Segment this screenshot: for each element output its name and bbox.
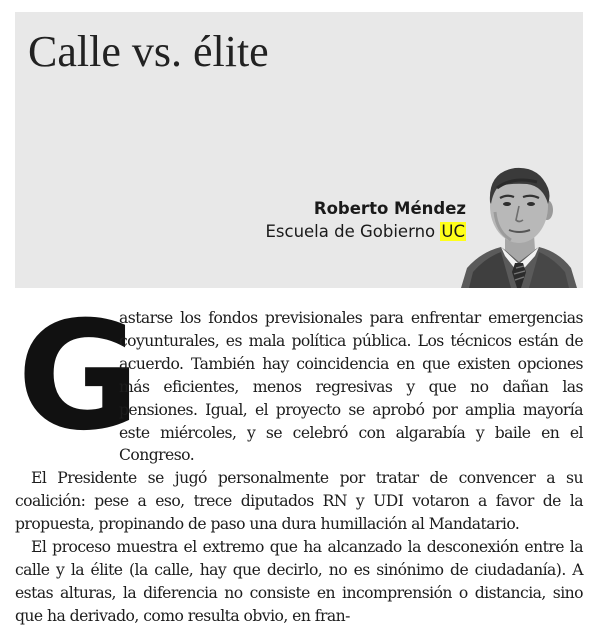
paragraph-text: astarse los fondos previsionales para enfrentar emergencias coyunturales, es mala política pública. Los técnicos están de acuerdo. También hay coincidencia en que existen opciones más eficientes, menos regresivas y que no dañan las pensiones. Igual, el proyecto se aprobó por amplia mayoría este miércoles, y se celebró con algarabía y baile en el Congreso. [119,309,583,465]
headline: Calle vs. élite [28,27,269,76]
paragraph: El proceso muestra el extremo que ha alcanzado la desconexión entre la calle y la élite (la calle, hay que decirlo, no es sinónimo de ciudadanía). A estas alturas, la diferencia no consiste en incomprensión o distancia, sino que ha derivado, como resulta obvio, en fran- [15,538,583,625]
paragraph: El Presidente se jugó personalmente por tratar de convencer a su coalición: pese a eso, trece diputados RN y UDI votaron a favor de la propuesta, propinando de paso una dura humillación al Mandatario. [15,469,583,534]
article-body [15,290,583,628]
affiliation-text: Escuela de Gobierno [265,222,441,241]
author-name: Roberto Méndez [313,199,466,218]
affiliation-highlight: UC [441,222,465,241]
author-affiliation [265,222,466,241]
author-portrait [455,152,583,288]
paragraph [15,290,583,467]
drop-cap: G [17,290,141,464]
